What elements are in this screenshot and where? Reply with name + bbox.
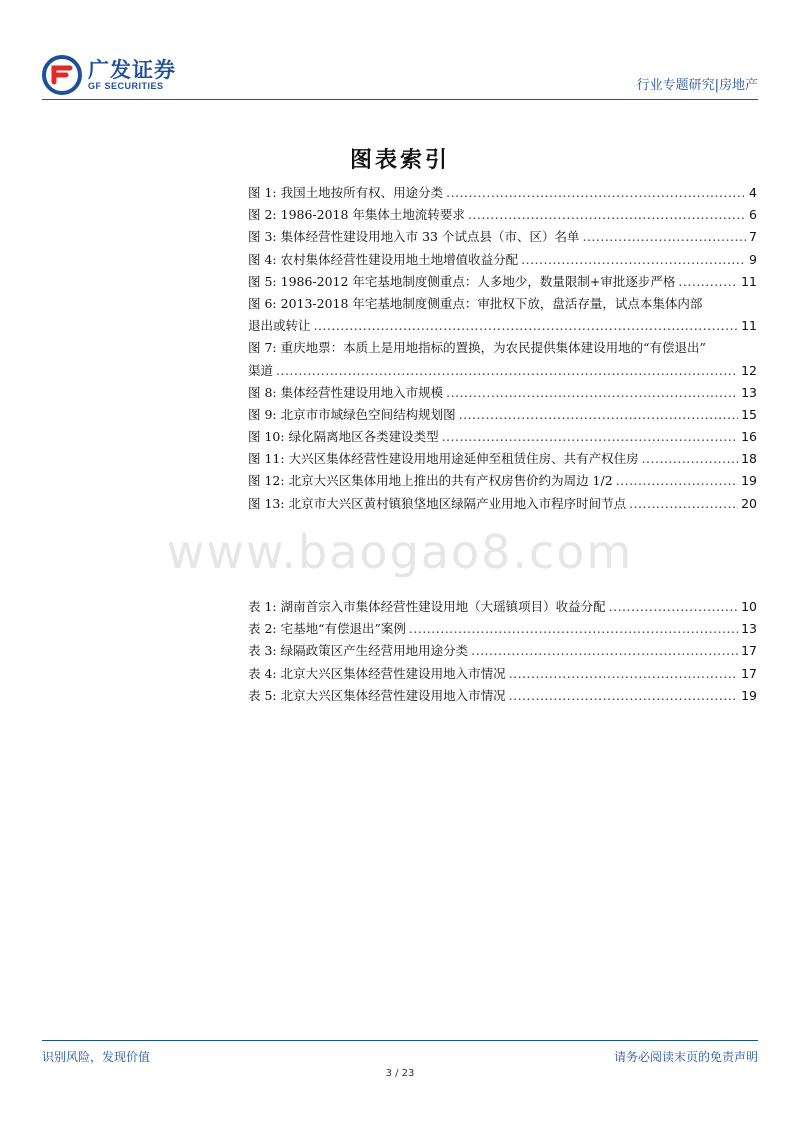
dot-leader	[409, 618, 738, 640]
figure-index-entry-page-number: 15	[741, 406, 757, 422]
figure-index-entry-title: 退出或转让	[248, 318, 311, 334]
figure-index-entry-title: 渠道	[248, 362, 274, 378]
dot-leader	[314, 315, 739, 337]
table-index-entry-title: 表 3: 绿隔政策区产生经营用地用途分类	[248, 643, 469, 659]
dot-leader	[678, 271, 738, 293]
figure-index-entry-title-line1: 图 7: 重庆地票：本质上是用地指标的置换，为农民提供集体建设用地的“有偿退出”	[248, 340, 706, 356]
figure-index-entry-title: 图 2: 1986-2018 年集体土地流转要求	[248, 207, 465, 223]
figure-index-entry-page-number: 11	[741, 273, 757, 289]
table-index-entry[interactable]	[248, 596, 757, 618]
footer-slogan: 识别风险，发现价值	[42, 1050, 151, 1064]
dot-leader	[459, 404, 738, 426]
figure-index-entry-page-number: 12	[741, 362, 757, 378]
figure-index-entry-title: 图 1: 我国土地按所有权、用途分类	[248, 185, 444, 200]
figure-index-entry-page-number: 18	[741, 451, 757, 467]
report-type: 行业专题研究|房地产	[636, 78, 758, 93]
figure-index-entry-title: 图 13: 北京市大兴区黄村镇狼垡地区绿隔产业用地入市程序时间节点	[248, 495, 627, 511]
figure-index-entry[interactable]	[248, 315, 757, 337]
table-index-entry-page-number: 13	[741, 621, 757, 637]
table-index-entry-title: 表 1: 湖南首宗入市集体经营性建设用地（大瑶镇项目）收益分配	[248, 599, 606, 614]
figure-index-entry[interactable]	[248, 360, 757, 382]
dot-leader	[446, 382, 738, 404]
table-index-entry-page-number: 17	[741, 643, 757, 659]
figure-index-entry-title: 图 8: 集体经营性建设用地入市规模	[248, 384, 444, 400]
figure-index-entry[interactable]	[248, 493, 757, 515]
table-index-entry[interactable]	[248, 685, 757, 707]
dot-leader	[468, 204, 746, 226]
watermark: www.baogao8.com	[166, 525, 634, 579]
figure-index-entry-title: 图 4: 农村集体经营性建设用地土地增值收益分配	[248, 251, 519, 267]
page-header	[42, 52, 758, 98]
figure-index-entry[interactable]	[248, 182, 757, 204]
page-number: 3 / 23	[385, 1068, 415, 1079]
table-index-entry[interactable]	[248, 618, 757, 640]
figure-index	[248, 182, 757, 515]
table-index-entry-title: 表 2: 宅基地“有偿退出”案例	[248, 621, 406, 637]
figure-index-entry-page-number: 16	[741, 429, 757, 445]
figure-index-entry-page-number: 7	[749, 229, 757, 245]
dot-leader	[582, 226, 746, 248]
dot-leader	[642, 448, 739, 470]
footer-divider	[42, 1040, 758, 1041]
figure-index-entry[interactable]	[248, 448, 757, 470]
table-index-entry[interactable]	[248, 640, 757, 662]
figure-index-entry[interactable]	[248, 404, 757, 426]
figure-index-entry-title: 图 12: 北京大兴区集体用地上推出的共有产权房售价约为周边 1/2	[248, 473, 613, 489]
figure-index-entry-page-number: 4	[749, 185, 757, 200]
figure-index-entry-page-number: 13	[741, 384, 757, 400]
figure-index-entry-title-line1: 图 6: 2013-2018 年宅基地制度侧重点：审批权下放，盘活存量，试点本集体内部	[248, 295, 703, 311]
gf-securities-logo	[42, 52, 176, 98]
figure-index-entry-title: 图 11: 大兴区集体经营性建设用地用途延伸至租赁住房、共有产权住房	[248, 451, 639, 467]
figure-index-entry-title: 图 9: 北京市市域绿色空间结构规划图	[248, 406, 456, 422]
figure-index-entry[interactable]	[248, 204, 757, 226]
figure-index-entry[interactable]	[248, 226, 757, 248]
table-index-entry-page-number: 19	[741, 687, 757, 703]
footer-disclaimer-note: 请务必阅读末页的免责声明	[613, 1050, 758, 1064]
dot-leader	[521, 249, 746, 271]
table-index-entry-title: 表 4: 北京大兴区集体经营性建设用地入市情况	[248, 665, 506, 681]
dot-leader	[509, 685, 738, 707]
dot-leader	[616, 470, 738, 492]
dot-leader	[609, 596, 738, 618]
figure-index-entry-page-number: 6	[749, 207, 757, 223]
figure-index-entry[interactable]	[248, 426, 757, 448]
figure-index-entry-page-number: 20	[741, 495, 757, 511]
figure-index-entry-page-number: 11	[741, 318, 757, 334]
header-divider	[42, 99, 758, 100]
dot-leader	[509, 663, 738, 685]
table-index-entry-page-number: 17	[741, 665, 757, 681]
table-index	[248, 596, 757, 707]
logo-english-name: GF SECURITIES	[88, 80, 164, 91]
dot-leader	[442, 426, 739, 448]
figure-index-entry-title: 图 3: 集体经营性建设用地入市 33 个试点县（市、区）名单	[248, 229, 580, 245]
dot-leader	[446, 182, 746, 204]
dot-leader	[276, 360, 738, 382]
page-title: 图表索引	[349, 147, 450, 173]
figure-index-entry[interactable]	[248, 271, 757, 293]
figure-index-entry-page-number: 9	[749, 251, 757, 267]
figure-index-entry[interactable]	[248, 249, 757, 271]
figure-index-entry-page-number: 19	[741, 473, 757, 489]
table-index-entry[interactable]	[248, 663, 757, 685]
dot-leader	[629, 493, 738, 515]
figure-index-entry[interactable]	[248, 470, 757, 492]
figure-index-entry[interactable]	[248, 382, 757, 404]
figure-index-entry-title: 图 5: 1986-2012 年宅基地制度侧重点：人多地少，数量限制+审批逐步严格	[248, 273, 676, 289]
dot-leader	[471, 640, 738, 662]
table-index-entry-title: 表 5: 北京大兴区集体经营性建设用地入市情况	[248, 687, 506, 703]
figure-index-entry-title: 图 10: 绿化隔离地区各类建设类型	[248, 429, 439, 445]
table-index-entry-page-number: 10	[741, 599, 757, 614]
logo-chinese-name: 广发证券	[88, 57, 176, 82]
gf-logo-icon	[42, 55, 82, 95]
